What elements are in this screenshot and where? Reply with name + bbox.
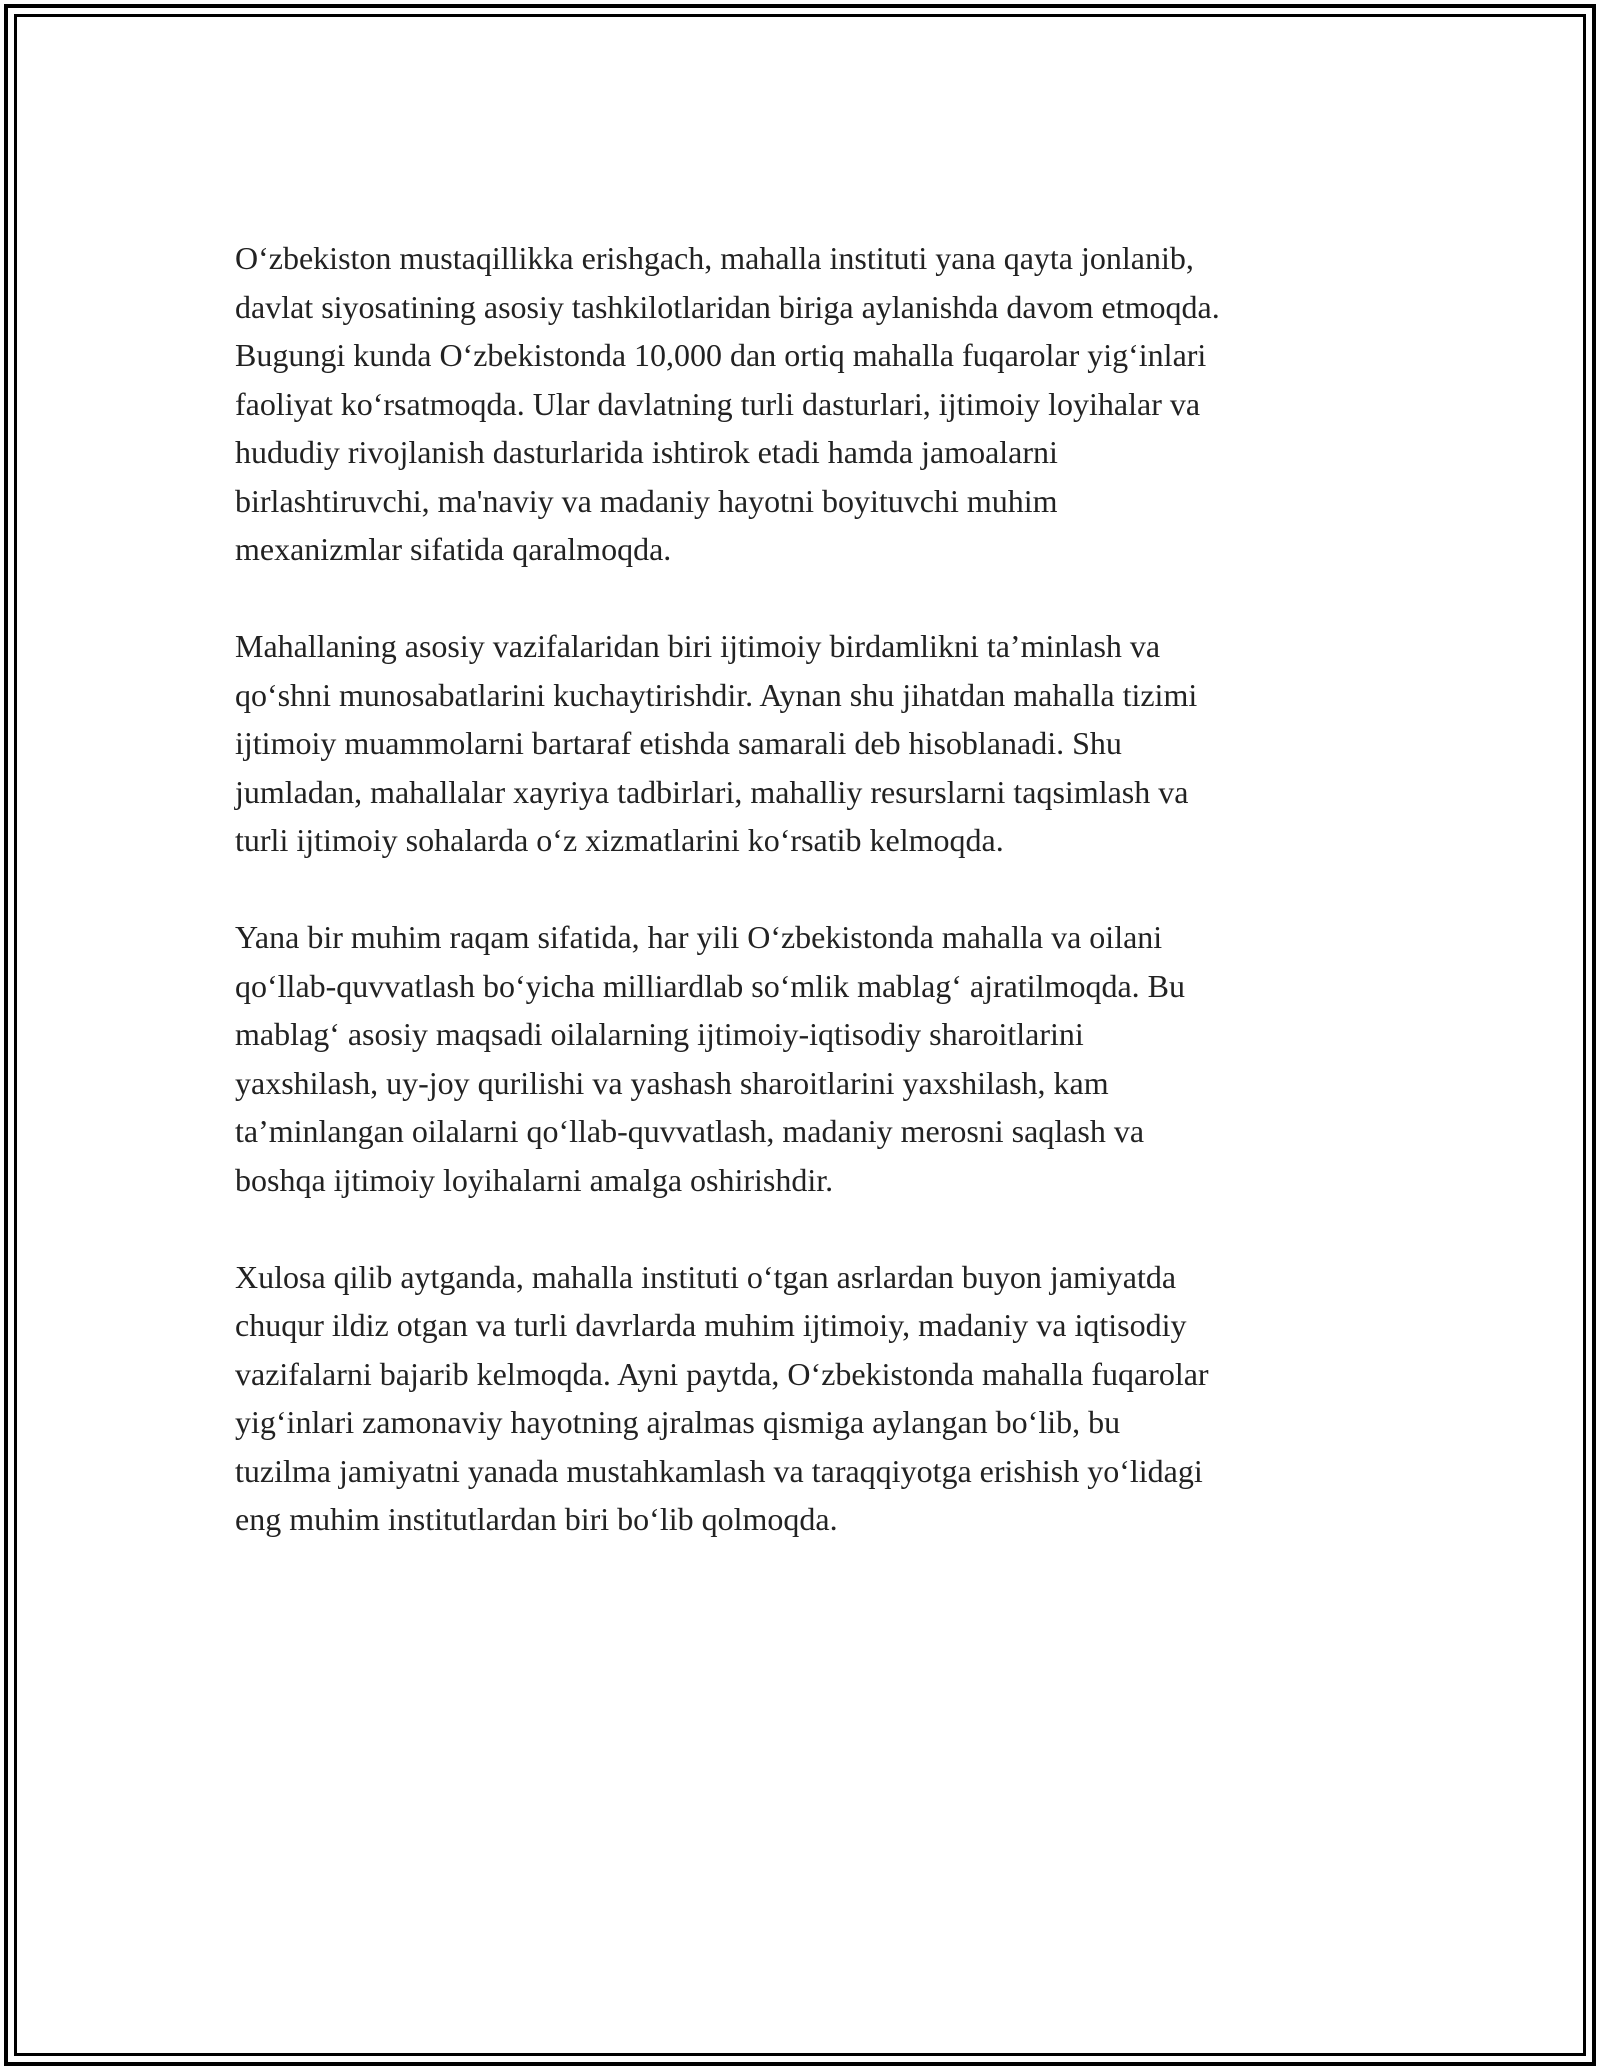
paragraph-line: Xulosa qilib aytganda, mahalla instituti o‘tgan asrlardan buyon jamiyatda	[235, 1258, 1177, 1295]
paragraph-line: Mahallaning asosiy vazifalaridan biri ijtimoiy birdamlikni ta’minlash va	[235, 628, 1161, 664]
paragraph-line: vazifalarni bajarib kelmoqda. Ayni paytda, O‘zbekistonda mahalla fuqarolar	[235, 1355, 1209, 1392]
paragraph-line: O‘zbekiston mustaqillikka erishgach, mahalla instituti yana qayta jonlanib,	[235, 240, 1194, 276]
paragraph-1	[235, 234, 1375, 574]
paragraph-line: chuqur ildiz otgan va turli davrlarda muhim ijtimoiy, madaniy va iqtisodiy	[235, 1307, 1187, 1343]
paragraph-line: qo‘llab-quvvatlash bo‘yicha milliardlab so‘mlik mablag‘ ajratilmoqda. Bu	[235, 967, 1185, 1004]
paragraph-line: davlat siyosatining asosiy tashkilotlaridan biriga aylanishda davom etmoqda.	[235, 288, 1220, 325]
paragraph-3	[235, 913, 1375, 1204]
paragraph-line: qo‘shni munosabatlarini kuchaytirishdir. Aynan shu jihatdan mahalla tizimi	[235, 676, 1198, 713]
document-body	[235, 234, 1375, 1592]
paragraph-line: birlashtiruvchi, ma'naviy va madaniy hayotni boyituvchi muhim	[235, 482, 1058, 519]
paragraph-line: Yana bir muhim raqam sifatida, har yili O‘zbekistonda mahalla va oilani	[235, 919, 1163, 955]
paragraph-line: Bugungi kunda O‘zbekistonda 10,000 dan ortiq mahalla fuqarolar yig‘inlari	[235, 337, 1207, 373]
paragraph-line: ijtimoiy muammolarni bartaraf etishda samarali deb hisoblanadi. Shu	[235, 725, 1122, 761]
paragraph-line: jumladan, mahallalar xayriya tadbirlari, mahalliy resurslarni taqsimlash va	[235, 773, 1189, 810]
paragraph-line: mexanizmlar sifatida qaralmoqda.	[235, 531, 672, 567]
paragraph-line: faoliyat ko‘rsatmoqda. Ular davlatning turli dasturlari, ijtimoiy loyihalar va	[235, 385, 1201, 422]
paragraph-line: yig‘inlari zamonaviy hayotning ajralmas qismiga aylangan bo‘lib, bu	[235, 1404, 1121, 1440]
paragraph-line: ta’minlangan oilalarni qo‘llab-quvvatlash, madaniy merosni saqlash va	[235, 1113, 1145, 1149]
paragraph-line: yaxshilash, uy-joy qurilishi va yashash sharoitlarini yaxshilash, kam	[235, 1064, 1109, 1101]
paragraph-line: boshqa ijtimoiy loyihalarni amalga oshirishdir.	[235, 1161, 834, 1198]
paragraph-line: tuzilma jamiyatni yanada mustahkamlash va taraqqiyotga erishish yo‘lidagi	[235, 1452, 1203, 1489]
paragraph-4	[235, 1253, 1375, 1544]
paragraph-line: turli ijtimoiy sohalarda o‘z xizmatlarini ko‘rsatib kelmoqda.	[235, 822, 1004, 858]
paragraph-line: hududiy rivojlanish dasturlarida ishtirok etadi hamda jamoalarni	[235, 434, 1058, 470]
paragraph-2	[235, 622, 1375, 865]
paragraph-line: mablag‘ asosiy maqsadi oilalarning ijtimoiy-iqtisodiy sharoitlarini	[235, 1016, 1084, 1052]
paragraph-line: eng muhim institutlardan biri bo‘lib qolmoqda.	[235, 1501, 838, 1537]
